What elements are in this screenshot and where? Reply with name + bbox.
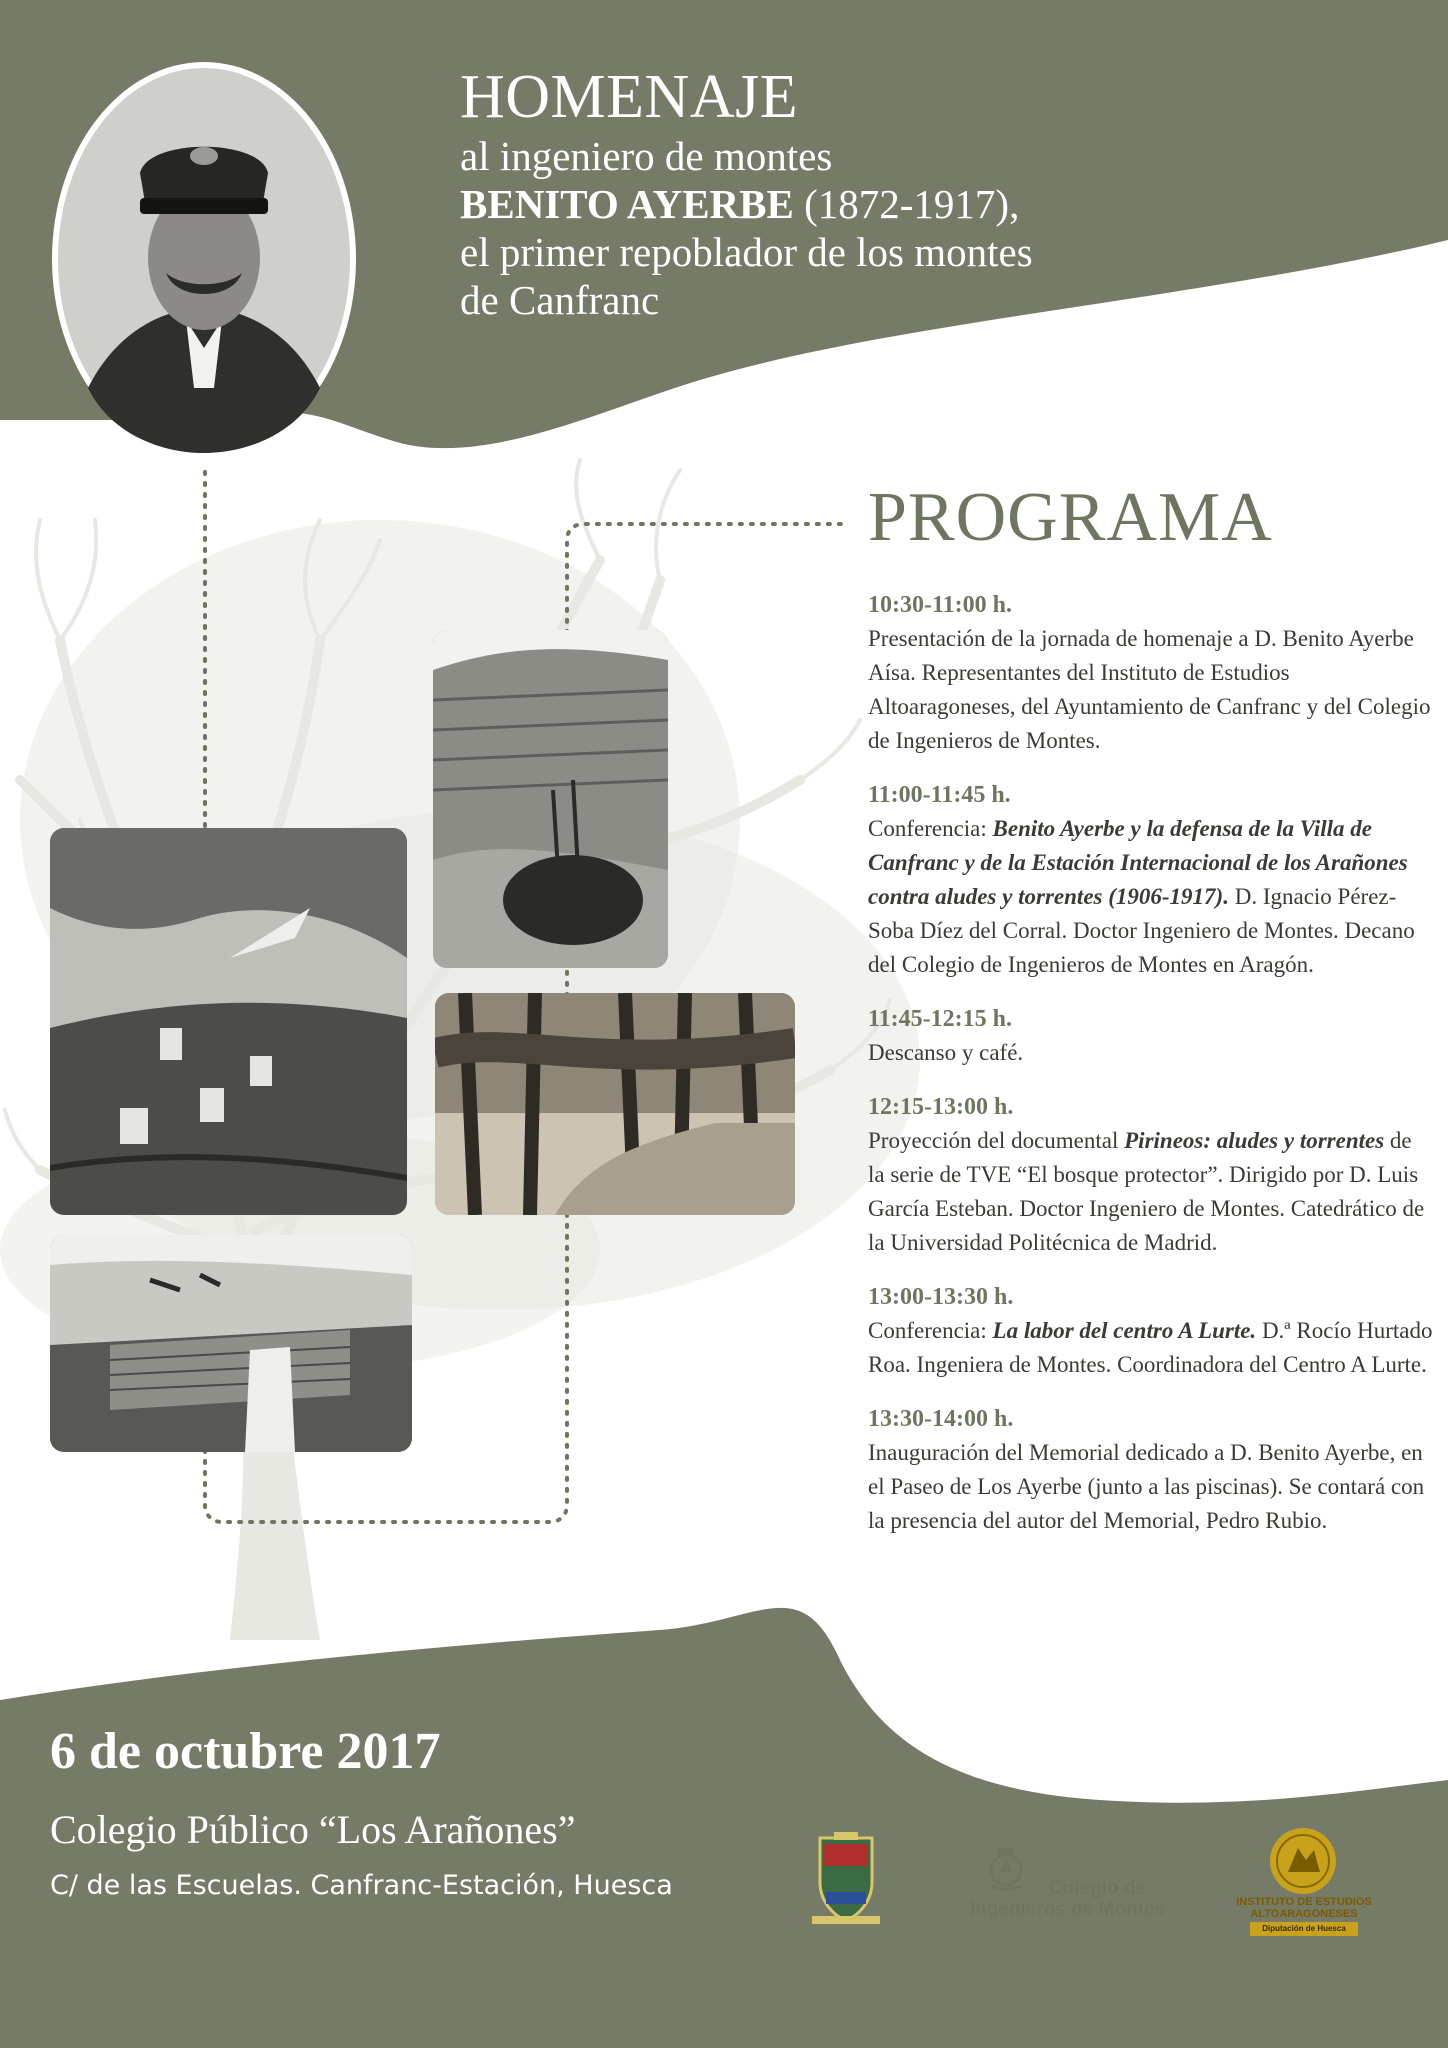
item-text: Descanso y café. (868, 1040, 1024, 1065)
portrait-engraving (48, 58, 360, 460)
programa-list (868, 588, 1433, 1558)
item-text: Presentación de la jornada de homenaje a D. Benito Ayerbe Aísa. Representantes del Instituto de Estudios Altoaragoneses, del Ayuntamiento de Canfranc y del Colegio de Ingenieros de Montes. (868, 626, 1431, 753)
programa-item (868, 1280, 1433, 1382)
talk-title: La labor del centro A Lurte. (992, 1318, 1257, 1343)
iea-seal-icon (1268, 1826, 1338, 1896)
item-text: Inauguración del Memorial dedicado a D. Benito Ayerbe, en el Paseo de Los Ayerbe (junto a las piscinas). Se contará con la presencia del autor del Memorial, Pedro Rubio. (868, 1440, 1425, 1533)
header-description: el primer repoblador de los montes (460, 229, 1033, 275)
event-address: C/ de las Escuelas. Canfranc-Estación, Huesca (50, 1870, 673, 1901)
documentary-title: Pirineos: aludes y torrentes (1124, 1128, 1385, 1153)
colegio-line-2: Ingenieros de Montes (969, 1899, 1166, 1920)
photo-forest-path (435, 993, 795, 1215)
event-venue: Colegio Público “Los Arañones” (50, 1807, 576, 1852)
programa-item (868, 1090, 1433, 1260)
photo-stone-dam (50, 1235, 412, 1452)
item-text (868, 812, 1433, 982)
header-subtitle: al ingeniero de montes (460, 133, 833, 179)
colegio-line-1: Colegio de (1048, 1878, 1147, 1899)
item-text-pre: Conferencia: (868, 1318, 993, 1343)
event-date: 6 de octubre 2017 (50, 1723, 441, 1780)
colegio-logo-text (960, 1878, 1175, 1920)
iea-line-2: ALTOARAGONESES (1250, 1908, 1358, 1920)
item-time: 13:30-14:00 h. (868, 1406, 1014, 1432)
photo-avalanche-barriers (50, 828, 407, 1215)
crest-icon (812, 1832, 880, 1924)
item-time: 12:15-13:00 h. (868, 1094, 1014, 1120)
item-time: 13:00-13:30 h. (868, 1284, 1014, 1310)
item-text-post: D. Ignacio Pérez-Soba Díez del Corral. Doctor Ingeniero de Montes. Decano del Colegio de Ingenieros de Montes en Aragón. (868, 884, 1415, 977)
item-text-post: D.ª Rocío Hurtado Roa. Ingeniera de Montes. Coordinadora del Centro A Lurte. (868, 1318, 1433, 1377)
programa-title: PROGRAMA (868, 479, 1273, 556)
programa-item (868, 1402, 1433, 1538)
programa-item (868, 778, 1433, 982)
item-text (868, 1124, 1433, 1260)
item-time: 11:00-11:45 h. (868, 782, 1011, 808)
photo-slope-terraces (433, 630, 668, 968)
header (460, 62, 1420, 324)
programa-item (868, 1002, 1433, 1070)
honoree-name: BENITO AYERBE (460, 181, 794, 227)
talk-title: Benito Ayerbe y la defensa de la Villa de Canfranc y de la Estación Internacional de los Arañones contra aludes y torrentes (1906-1917). (868, 816, 1408, 909)
item-text-post: de la serie de TVE “El bosque protector”. Dirigido por D. Luis García Esteban. Doctor Ingeniero de Montes. Catedrático de la Universidad Politécnica de Madrid. (868, 1128, 1425, 1255)
item-text-pre: Conferencia: (868, 816, 993, 841)
iea-logo-text (1222, 1896, 1386, 1920)
header-description-2: de Canfranc (460, 277, 660, 323)
programa-item (868, 588, 1433, 758)
header-title: HOMENAJE (460, 63, 799, 131)
item-text (868, 1314, 1433, 1382)
header-name-line (460, 180, 1420, 228)
item-text-pre: Proyección del documental (868, 1128, 1125, 1153)
iea-subtitle: Diputación de Huesca (1250, 1922, 1358, 1936)
iea-line-1: INSTITUTO DE ESTUDIOS (1236, 1896, 1372, 1908)
item-time: 10:30-11:00 h. (868, 592, 1012, 618)
item-time: 11:45-12:15 h. (868, 1006, 1012, 1032)
honoree-years: (1872-1917), (793, 181, 1020, 227)
